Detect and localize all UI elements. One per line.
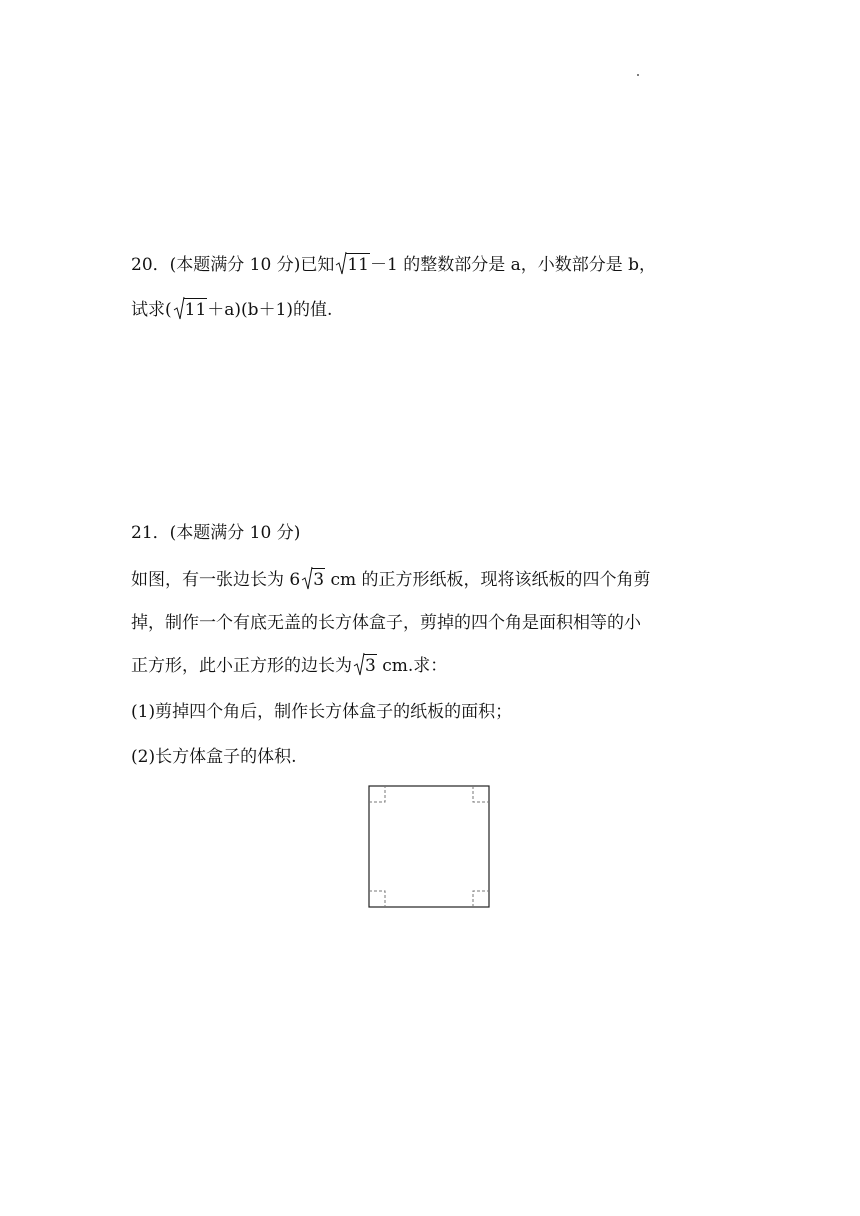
q21-line3-text-post: cm.求：	[376, 656, 448, 676]
q21-line-2: 掉，制作一个有底无盖的长方体盒子，剪掉的四个角是面积相等的小	[131, 613, 641, 633]
q21-line3-text-pre: 正方形，此小正方形的边长为	[131, 656, 352, 676]
radicand: 3	[365, 656, 376, 676]
corner-cut-top-right	[473, 786, 489, 802]
q20-line2-text-post: ＋a)(b＋1)的值.	[207, 300, 333, 320]
q21-line-3	[131, 654, 447, 678]
q21-line1-text-pre: 如图，有一张边长为 6	[131, 570, 301, 590]
q20-line1-text-pre: 20．(本题满分 10 分)已知	[131, 255, 335, 275]
page-mark-dot	[637, 74, 639, 76]
q20-line1-text-post: －1 的整数部分是 a，小数部分是 b，	[369, 255, 657, 275]
corner-cut-bottom-right	[473, 891, 489, 907]
sqrt-3-radical	[302, 568, 325, 592]
sqrt-3-radical	[354, 654, 377, 678]
square-cardboard-figure	[367, 784, 491, 910]
q21-header: 21．(本题满分 10 分)	[131, 523, 301, 543]
q21-part-2: (2)长方体盒子的体积.	[131, 747, 297, 767]
radical-sign-icon	[302, 566, 312, 590]
q20-line-1	[131, 253, 656, 277]
radical-sign-icon	[354, 652, 364, 676]
q20-line-2	[131, 298, 332, 322]
q21-part-1: (1)剪掉四个角后，制作长方体盒子的纸板的面积；	[131, 702, 513, 722]
radical-sign-icon	[336, 251, 346, 275]
radicand: 11	[347, 255, 369, 275]
square-outline	[369, 786, 489, 907]
q20-line2-text-pre: 试求(	[131, 300, 172, 320]
radicand: 3	[313, 570, 325, 590]
radical-sign-icon	[174, 296, 184, 320]
q21-line-1	[131, 568, 651, 592]
sqrt-11-radical	[174, 298, 208, 322]
radicand: 11	[184, 300, 207, 320]
corner-cut-top-left	[369, 786, 385, 802]
corner-cut-bottom-left	[369, 891, 385, 907]
sqrt-11-radical	[336, 253, 370, 277]
q21-line1-text-post: cm 的正方形纸板，现将该纸板的四个角剪	[325, 570, 651, 590]
